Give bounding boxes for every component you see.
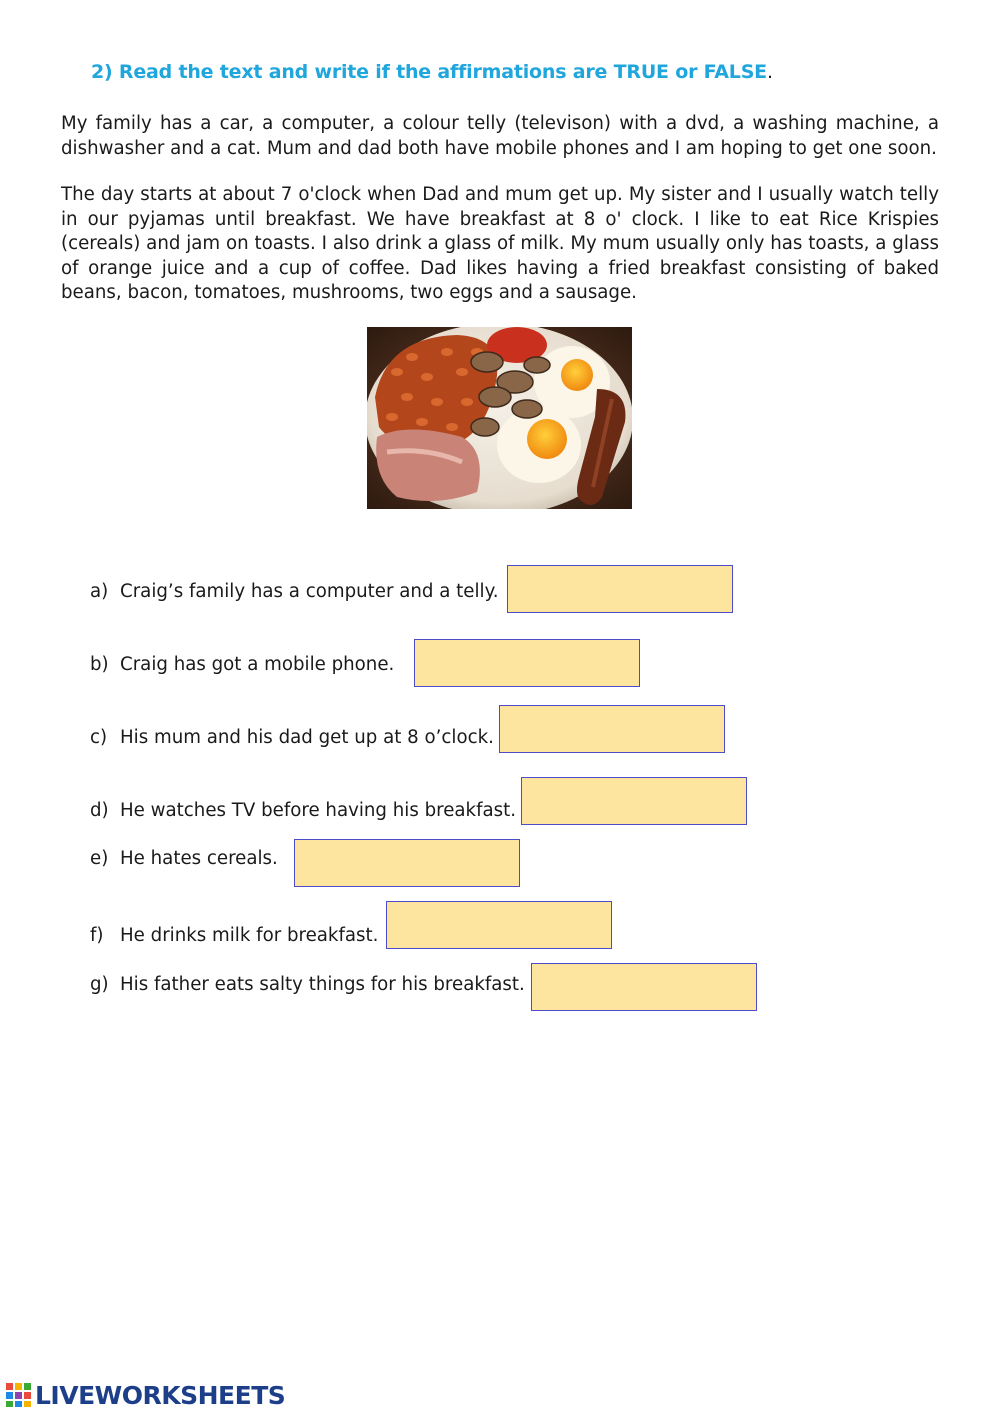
question-c: [90, 727, 494, 748]
question-text: Craig has got a mobile phone.: [120, 654, 395, 675]
question-letter: a): [90, 581, 109, 602]
fried-breakfast-image: [367, 327, 632, 509]
answer-box-e[interactable]: [294, 839, 520, 887]
heading-text: 2) Read the text and write if the affirmations are TRUE or FALSE: [91, 61, 767, 83]
question-letter: g): [90, 974, 109, 995]
answer-box-d[interactable]: [521, 777, 747, 825]
question-letter: c): [90, 727, 108, 748]
question-letter: e): [90, 848, 109, 869]
question-e: [90, 848, 278, 869]
question-b: [90, 654, 394, 675]
answer-box-g[interactable]: [531, 963, 757, 1011]
paragraph-2: The day starts at about 7 o'clock when Dad and mum get up. My sister and I usually watch telly in our pyjamas until breakfast. We have breakfast at 8 o' clock. I like to eat Rice Krispies (cereals) and jam on toasts. I also drink a glass of milk. My mum usually only has toasts, a glass of orange juice and a cup of coffee. Dad likes having a fried breakfast consisting of baked beans, bacon, tomatoes, mushrooms, two eggs and a sausage.: [61, 184, 939, 303]
paragraph-1: My family has a car, a computer, a colour telly (televison) with a dvd, a washing machine, a dishwasher and a cat. Mum and dad both have mobile phones and I am hoping to get one soon.: [61, 113, 939, 159]
question-text: His father eats salty things for his breakfast.: [120, 974, 525, 995]
question-letter: b): [90, 654, 109, 675]
question-letter: f): [90, 925, 104, 946]
question-text: He drinks milk for breakfast.: [120, 925, 379, 946]
question-d: [90, 800, 516, 821]
question-g: [90, 974, 525, 995]
question-text: Craig’s family has a computer and a telly.: [120, 581, 499, 602]
answer-box-c[interactable]: [499, 705, 725, 753]
question-text: He hates cereals.: [120, 848, 278, 869]
answer-box-a[interactable]: [507, 565, 733, 613]
exercise-heading: [91, 61, 773, 83]
question-text: He watches TV before having his breakfast.: [120, 800, 517, 821]
question-f: [90, 925, 378, 946]
answer-box-f[interactable]: [386, 901, 612, 949]
question-text: His mum and his dad get up at 8 o’clock.: [120, 727, 494, 748]
answer-box-b[interactable]: [414, 639, 640, 687]
heading-period: .: [766, 61, 773, 83]
logo-blocks-icon: [6, 1383, 32, 1407]
question-letter: d): [90, 800, 109, 821]
liveworksheets-logo: [6, 1381, 285, 1409]
logo-text: LIVEWORKSHEETS: [35, 1380, 286, 1410]
breakfast-photo: [367, 327, 632, 509]
question-a: [90, 581, 499, 602]
